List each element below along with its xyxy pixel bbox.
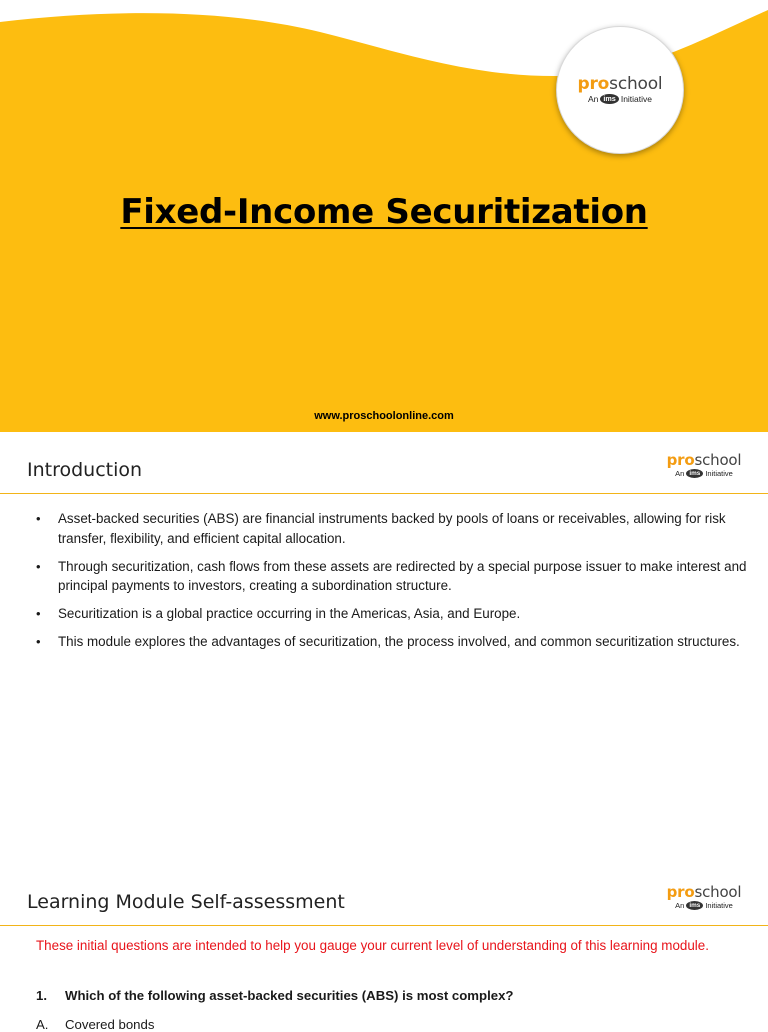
option-letter: A. <box>36 1017 49 1032</box>
proschool-logo: proschool An ims Initiative <box>666 451 742 478</box>
question-number: 1. <box>36 988 47 1003</box>
question-text: Which of the following asset-backed securities (ABS) is most complex? <box>65 988 514 1003</box>
proschool-logo: proschool An ims Initiative <box>666 883 742 910</box>
presentation-title: Fixed-Income Securitization <box>120 192 648 232</box>
proschool-logo-badge[interactable] <box>556 26 684 154</box>
proschool-logo: proschool <box>577 74 663 95</box>
bullet-item: • Asset-backed securities (ABS) are financial instruments backed by pools of loans or receivables, allowing for risk transfer, flexibility, and efficient capital allocation. <box>36 509 748 548</box>
slide-header <box>0 432 768 494</box>
option-text: Covered bonds <box>65 1017 155 1032</box>
self-assessment-slide <box>0 864 768 1032</box>
website-link[interactable]: www.proschoolonline.com <box>314 410 454 422</box>
ims-logo-icon: ims <box>600 94 618 104</box>
ims-logo-icon: ims <box>686 469 703 478</box>
assessment-intro-text: These initial questions are intended to help you gauge your current level of understanding of this learning module. <box>36 938 709 953</box>
question-item <box>36 988 750 1003</box>
slide-heading: Introduction <box>27 459 143 481</box>
slide-header <box>0 864 768 926</box>
bullet-list <box>36 509 748 660</box>
ims-initiative-tagline: An ims Initiative <box>587 93 653 104</box>
ims-initiative-tagline: An ims Initiative <box>675 468 733 478</box>
bullet-item: • This module explores the advantages of securitization, the process involved, and common securitization structures. <box>36 632 748 652</box>
slide-heading: Learning Module Self-assessment <box>27 891 345 913</box>
ims-initiative-tagline: An ims Initiative <box>675 900 733 910</box>
introduction-slide <box>0 432 768 864</box>
title-slide <box>0 0 768 432</box>
ims-logo-icon: ims <box>686 901 703 910</box>
bullet-item: • Through securitization, cash flows from these assets are redirected by a special purpose issuer to make interest and principal payments to investors, creating a subordination structure. <box>36 557 748 596</box>
answer-option[interactable] <box>36 1017 750 1032</box>
bullet-item: • Securitization is a global practice occurring in the Americas, Asia, and Europe. <box>36 604 748 624</box>
